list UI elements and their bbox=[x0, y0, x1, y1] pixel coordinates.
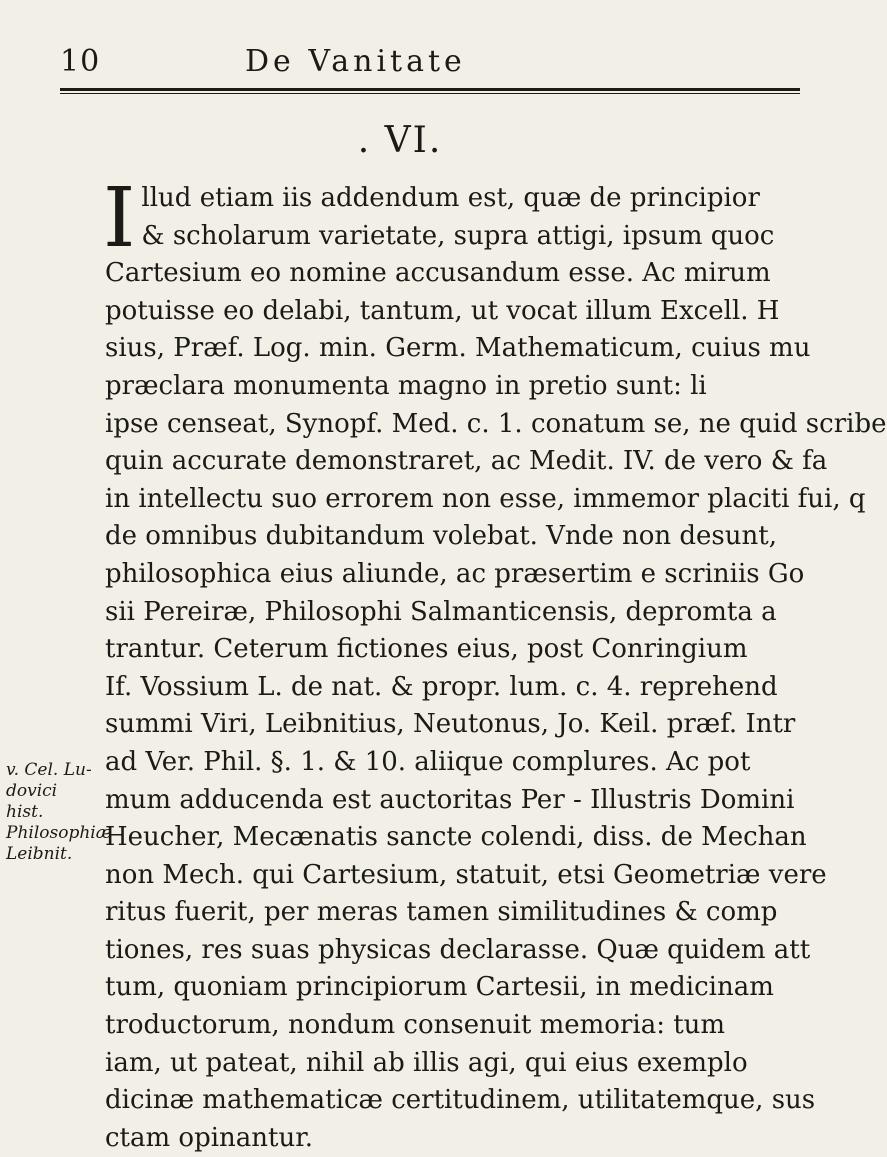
text-line: llud etiam iis addendum est, quæ de principior bbox=[141, 183, 760, 213]
text-line: potuisse eo delabi, tantum, ut vocat illum Excell. H bbox=[105, 295, 780, 326]
text-line: tum, quoniam principiorum Cartesii, in medicinam bbox=[105, 972, 774, 1003]
running-head: De Vanitate bbox=[245, 44, 466, 79]
text-line: Heucher, Mecænatis sancte colendi, diss. de Mechan bbox=[105, 822, 807, 853]
text-line: in intellectu suo errorem non esse, immemor placiti fui, q bbox=[105, 483, 866, 514]
text-line: de omnibus dubitandum volebat. Vnde non desunt, bbox=[105, 521, 777, 552]
text-line: If. Vossium L. de nat. & propr. lum. c. 4. reprehend bbox=[105, 671, 778, 702]
drop-cap: I bbox=[103, 171, 136, 266]
page-number: 10 bbox=[60, 44, 101, 79]
text-line: dicinæ mathematicæ certitudinem, utilitatemque, sus bbox=[105, 1085, 816, 1116]
text-line: quin accurate demonstraret, ac Medit. IV. de vero & fa bbox=[105, 446, 828, 477]
header-rule bbox=[60, 88, 800, 91]
section-number: . VI. bbox=[357, 120, 443, 161]
text-line: non Mech. qui Cartesium, statuit, etsi Geometriæ vere bbox=[105, 859, 827, 890]
text-line: sii Pereiræ, Philosophi Salmanticensis, depromta a bbox=[105, 596, 777, 627]
text-line: præclara monumenta magno in pretio sunt: li bbox=[105, 370, 707, 401]
text-line: summi Viri, Leibnitius, Neutonus, Jo. Keil. præf. Intr bbox=[105, 709, 796, 740]
page-header bbox=[60, 30, 800, 92]
text-line: trantur. Ceterum fictiones eius, post Conringium bbox=[105, 634, 748, 665]
margin-note-line: Philosophiæ bbox=[6, 823, 112, 843]
text-line: ritus fuerit, per meras tamen similitudines & comp bbox=[105, 897, 778, 928]
text-line: sius, Præf. Log. min. Germ. Mathematicum, cuius mu bbox=[105, 333, 811, 364]
text-line: Cartesium eo nomine accusandum esse. Ac mirum bbox=[105, 258, 771, 289]
text-line: mum adducenda est auctoritas Per - Illustris Domini bbox=[105, 784, 795, 815]
text-line: ctam opinantur. bbox=[105, 1122, 314, 1153]
header-rule-thin bbox=[60, 93, 800, 94]
margin-note-line: dovici hist. bbox=[6, 781, 58, 822]
text-line: & scholarum varietate, supra attigi, ipsum quoc bbox=[141, 220, 775, 251]
text-line: tiones, res suas physicas declarasse. Quæ quidem att bbox=[105, 934, 811, 965]
margin-note-line: v. Cel. Lu- bbox=[6, 760, 92, 780]
text-line: ad Ver. Phil. §. 1. & 10. aliique complures. Ac pot bbox=[105, 746, 751, 777]
margin-note-line: Leibnit. bbox=[6, 844, 73, 864]
text-line: troductorum, nondum consenuit memoria: tum bbox=[105, 1010, 726, 1041]
body-text bbox=[103, 171, 887, 1157]
text-line: ipse censeat, Synopf. Med. c. 1. conatum se, ne quid scribe bbox=[105, 408, 887, 439]
margin-note bbox=[6, 760, 112, 865]
text-line: iam, ut pateat, nihil ab illis agi, qui eius exemplo bbox=[105, 1047, 748, 1078]
text-line: philosophica eius aliunde, ac præsertim e scriniis Go bbox=[105, 558, 805, 589]
